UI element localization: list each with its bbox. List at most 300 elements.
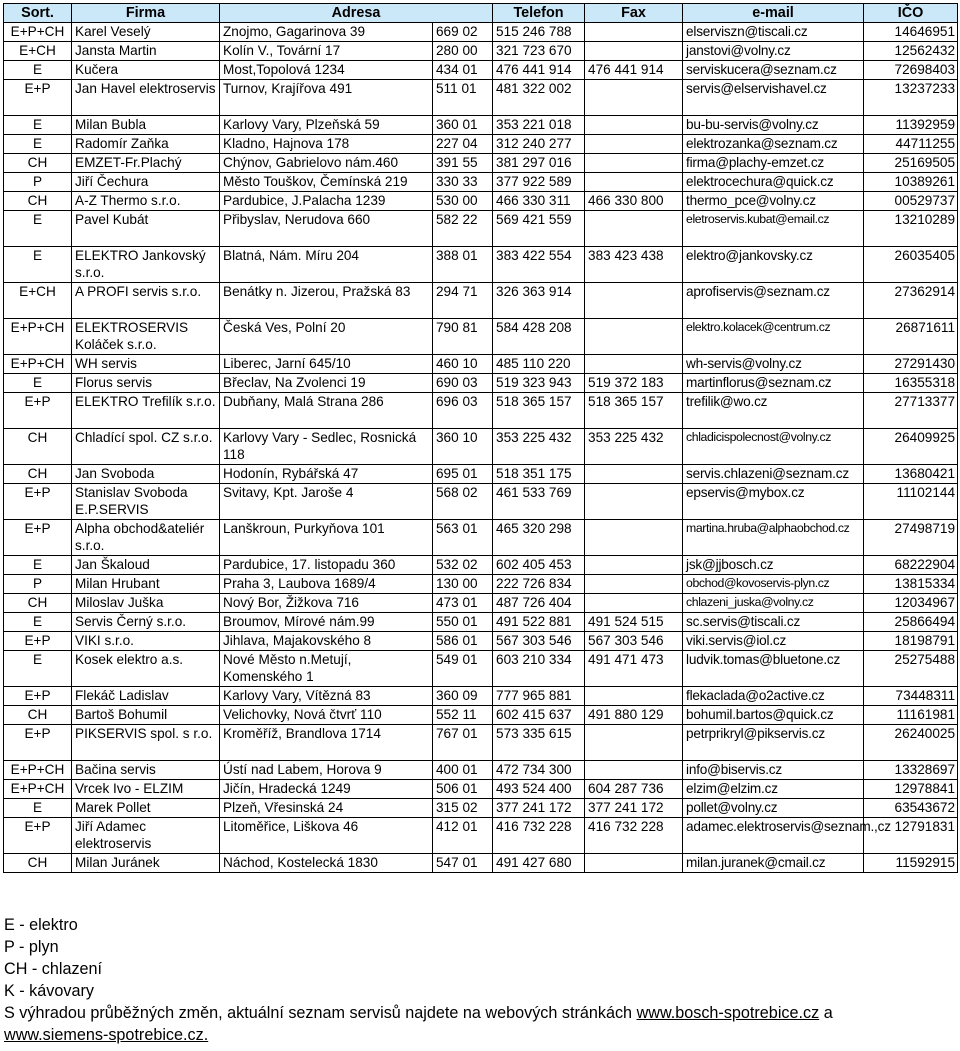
cell-telefon: 472 734 300	[493, 761, 585, 780]
cell-adresa: Náchod, Kostelecká 1830	[220, 854, 433, 873]
cell-email: trefilik@wo.cz	[683, 393, 864, 429]
cell-email: flekaclada@o2active.cz	[683, 687, 864, 706]
cell-sort: E+CH	[4, 283, 72, 319]
cell-firma: A-Z Thermo s.r.o.	[72, 192, 220, 211]
cell-email: epservis@mybox.cz	[683, 484, 864, 520]
cell-firma: Bartoš Bohumil	[72, 706, 220, 725]
cell-fax	[585, 465, 683, 484]
cell-fax	[585, 135, 683, 154]
cell-telefon: 377 241 172	[493, 799, 585, 818]
cell-adresa: Nové Město n.Metují, Komenského 1	[220, 651, 433, 687]
cell-psc: 400 01	[433, 761, 493, 780]
cell-sort: E	[4, 116, 72, 135]
cell-email: servis.chlazeni@seznam.cz	[683, 465, 864, 484]
cell-ico: 12791831	[864, 818, 958, 854]
cell-adresa: Pardubice, J.Palacha 1239	[220, 192, 433, 211]
cell-telefon: 515 246 788	[493, 23, 585, 42]
cell-firma: Radomír Zaňka	[72, 135, 220, 154]
header-email: e-mail	[683, 4, 864, 23]
cell-adresa: Liberec, Jarní 645/10	[220, 355, 433, 374]
cell-fax	[585, 42, 683, 61]
table-row	[4, 818, 958, 854]
cell-adresa: Ústí nad Labem, Horova 9	[220, 761, 433, 780]
cell-email: martinflorus@seznam.cz	[683, 374, 864, 393]
cell-ico: 63543672	[864, 799, 958, 818]
cell-email: elserviszn@tiscali.cz	[683, 23, 864, 42]
cell-ico: 11592915	[864, 854, 958, 873]
cell-adresa: Praha 3, Laubova 1689/4	[220, 575, 433, 594]
cell-psc: 549 01	[433, 651, 493, 687]
cell-psc: 360 01	[433, 116, 493, 135]
cell-firma: Jan Škaloud	[72, 556, 220, 575]
cell-psc: 669 02	[433, 23, 493, 42]
cell-fax	[585, 80, 683, 116]
cell-firma: Karel Veselý	[72, 23, 220, 42]
cell-ico: 68222904	[864, 556, 958, 575]
service-table	[3, 3, 958, 873]
cell-email: petrprikryl@pikservis.cz	[683, 725, 864, 761]
cell-ico: 27362914	[864, 283, 958, 319]
table-row	[4, 594, 958, 613]
cell-firma: Jan Svoboda	[72, 465, 220, 484]
cell-psc: 473 01	[433, 594, 493, 613]
cell-sort: E	[4, 247, 72, 283]
cell-ico: 11161981	[864, 706, 958, 725]
cell-email: adamec.elektroservis@seznam.,cz	[683, 818, 864, 854]
cell-firma: Pavel Kubát	[72, 211, 220, 247]
cell-sort: E	[4, 61, 72, 80]
cell-fax	[585, 484, 683, 520]
cell-sort: CH	[4, 854, 72, 873]
cell-psc: 360 10	[433, 429, 493, 465]
table-row	[4, 23, 958, 42]
cell-psc: 530 00	[433, 192, 493, 211]
cell-sort: E+P	[4, 484, 72, 520]
cell-telefon: 312 240 277	[493, 135, 585, 154]
cell-telefon: 518 365 157	[493, 393, 585, 429]
cell-email: pollet@volny.cz	[683, 799, 864, 818]
cell-adresa: Dubňany, Malá Strana 286	[220, 393, 433, 429]
table-row	[4, 465, 958, 484]
table-row	[4, 247, 958, 283]
note-text: S výhradou průběžných změn, aktuální seznam servisů najdete na webových stránkách	[4, 1004, 637, 1022]
cell-email: bohumil.bartos@quick.cz	[683, 706, 864, 725]
cell-firma: Chladící spol. CZ s.r.o.	[72, 429, 220, 465]
cell-firma: Servis Černý s.r.o.	[72, 613, 220, 632]
cell-psc: 360 09	[433, 687, 493, 706]
cell-telefon: 487 726 404	[493, 594, 585, 613]
cell-adresa: Jičín, Hradecká 1249	[220, 780, 433, 799]
header-sort: Sort.	[4, 4, 72, 23]
cell-fax: 466 330 800	[585, 192, 683, 211]
cell-ico: 13328697	[864, 761, 958, 780]
cell-ico: 44711255	[864, 135, 958, 154]
cell-telefon: 481 322 002	[493, 80, 585, 116]
cell-sort: E+P	[4, 632, 72, 651]
table-row	[4, 154, 958, 173]
cell-email: aprofiservis@seznam.cz	[683, 283, 864, 319]
cell-psc: 227 04	[433, 135, 493, 154]
cell-firma: Jiří Adamec elektroservis	[72, 818, 220, 854]
cell-ico: 73448311	[864, 687, 958, 706]
cell-psc: 568 02	[433, 484, 493, 520]
table-row	[4, 556, 958, 575]
legend-note-2	[4, 1024, 958, 1046]
cell-telefon: 222 726 834	[493, 575, 585, 594]
cell-fax	[585, 687, 683, 706]
table-row	[4, 613, 958, 632]
cell-sort: P	[4, 173, 72, 192]
cell-adresa: Broumov, Mírové nám.99	[220, 613, 433, 632]
table-row	[4, 393, 958, 429]
legend-kavovary: K - kávovary	[4, 982, 94, 1000]
header-fax: Fax	[585, 4, 683, 23]
cell-sort: E+P	[4, 520, 72, 556]
cell-ico: 25169505	[864, 154, 958, 173]
table-row	[4, 135, 958, 154]
cell-firma: Marek Pollet	[72, 799, 220, 818]
cell-fax	[585, 854, 683, 873]
cell-fax: 519 372 183	[585, 374, 683, 393]
cell-ico: 00529737	[864, 192, 958, 211]
cell-fax	[585, 556, 683, 575]
legend-plyn: P - plyn	[4, 938, 59, 956]
cell-ico: 13210289	[864, 211, 958, 247]
table-body	[4, 23, 958, 873]
cell-email: janstovi@volny.cz	[683, 42, 864, 61]
cell-adresa: Turnov, Krajířova 491	[220, 80, 433, 116]
cell-adresa: Karlovy Vary - Sedlec, Rosnická 118	[220, 429, 433, 465]
table-row	[4, 651, 958, 687]
cell-email: bu-bu-servis@volny.cz	[683, 116, 864, 135]
cell-firma: Alpha obchod&ateliér s.r.o.	[72, 520, 220, 556]
cell-email: obchod@kovoservis-plyn.cz	[683, 575, 864, 594]
cell-adresa: Karlovy Vary, Vítězná 83	[220, 687, 433, 706]
cell-firma: Flekáč Ladislav	[72, 687, 220, 706]
cell-psc: 460 10	[433, 355, 493, 374]
cell-telefon: 567 303 546	[493, 632, 585, 651]
cell-psc: 547 01	[433, 854, 493, 873]
cell-psc: 550 01	[433, 613, 493, 632]
cell-fax: 491 524 515	[585, 613, 683, 632]
cell-telefon: 491 427 680	[493, 854, 585, 873]
cell-sort: E	[4, 211, 72, 247]
cell-fax	[585, 173, 683, 192]
cell-adresa: Kladno, Hajnova 178	[220, 135, 433, 154]
cell-sort: E	[4, 799, 72, 818]
cell-fax	[585, 211, 683, 247]
cell-fax	[585, 594, 683, 613]
table-header	[4, 4, 958, 23]
cell-firma: WH servis	[72, 355, 220, 374]
cell-firma: Milan Bubla	[72, 116, 220, 135]
cell-fax	[585, 116, 683, 135]
cell-sort: E+P	[4, 393, 72, 429]
cell-psc: 391 55	[433, 154, 493, 173]
cell-email: wh-servis@volny.cz	[683, 355, 864, 374]
cell-psc: 434 01	[433, 61, 493, 80]
cell-email: info@biservis.cz	[683, 761, 864, 780]
cell-ico: 72698403	[864, 61, 958, 80]
cell-firma: Vrcek Ivo - ELZIM	[72, 780, 220, 799]
table-row	[4, 61, 958, 80]
cell-fax: 353 225 432	[585, 429, 683, 465]
cell-firma: ELEKTRO Jankovský s.r.o.	[72, 247, 220, 283]
cell-fax	[585, 761, 683, 780]
cell-ico: 26035405	[864, 247, 958, 283]
cell-sort: E	[4, 374, 72, 393]
cell-sort: E+P+CH	[4, 780, 72, 799]
cell-psc: 695 01	[433, 465, 493, 484]
cell-firma: Jiří Čechura	[72, 173, 220, 192]
cell-psc: 330 33	[433, 173, 493, 192]
cell-ico: 25275488	[864, 651, 958, 687]
cell-psc: 315 02	[433, 799, 493, 818]
cell-email: chlazeni_juska@volny.cz	[683, 594, 864, 613]
cell-email: jsk@jjbosch.cz	[683, 556, 864, 575]
cell-firma: Miloslav Juška	[72, 594, 220, 613]
cell-ico: 11102144	[864, 484, 958, 520]
cell-telefon: 476 441 914	[493, 61, 585, 80]
cell-adresa: Karlovy Vary, Plzeňská 59	[220, 116, 433, 135]
cell-adresa: Svitavy, Kpt. Jaroše 4	[220, 484, 433, 520]
cell-ico: 27291430	[864, 355, 958, 374]
cell-sort: E+P+CH	[4, 355, 72, 374]
legend-elektro: E - elektro	[4, 916, 78, 934]
cell-telefon: 603 210 334	[493, 651, 585, 687]
cell-telefon: 493 524 400	[493, 780, 585, 799]
cell-adresa: Most,Topolová 1234	[220, 61, 433, 80]
cell-sort: CH	[4, 192, 72, 211]
cell-adresa: Hodonín, Rybářská 47	[220, 465, 433, 484]
cell-telefon: 416 732 228	[493, 818, 585, 854]
table-row	[4, 854, 958, 873]
cell-firma: ELEKTROSERVIS Koláček s.r.o.	[72, 319, 220, 355]
cell-email: eletroservis.kubat@email.cz	[683, 211, 864, 247]
table-row	[4, 725, 958, 761]
cell-adresa: Znojmo, Gagarinova 39	[220, 23, 433, 42]
cell-email: serviskucera@seznam.cz	[683, 61, 864, 80]
table-row	[4, 687, 958, 706]
cell-firma: PIKSERVIS spol. s r.o.	[72, 725, 220, 761]
cell-adresa: Litoměřice, Liškova 46	[220, 818, 433, 854]
cell-ico: 14646951	[864, 23, 958, 42]
cell-firma: ELEKTRO Trefilík s.r.o.	[72, 393, 220, 429]
cell-telefon: 326 363 914	[493, 283, 585, 319]
cell-email: chladicispolecnost@volny.cz	[683, 429, 864, 465]
table-row	[4, 319, 958, 355]
cell-sort: CH	[4, 154, 72, 173]
cell-firma: VIKI s.r.o.	[72, 632, 220, 651]
header-adresa: Adresa	[220, 4, 493, 23]
cell-email: elektro.kolacek@centrum.cz	[683, 319, 864, 355]
cell-firma: Milan Juránek	[72, 854, 220, 873]
cell-telefon: 519 323 943	[493, 374, 585, 393]
cell-ico: 26240025	[864, 725, 958, 761]
table-row	[4, 799, 958, 818]
cell-adresa: Česká Ves, Polní 20	[220, 319, 433, 355]
table-row	[4, 761, 958, 780]
cell-adresa: Velichovky, Nová čtvrť 110	[220, 706, 433, 725]
cell-psc: 388 01	[433, 247, 493, 283]
header-telefon: Telefon	[493, 4, 585, 23]
cell-adresa: Kroměříž, Brandlova 1714	[220, 725, 433, 761]
table-row	[4, 116, 958, 135]
cell-telefon: 377 922 589	[493, 173, 585, 192]
cell-firma: Stanislav Svoboda E.P.SERVIS	[72, 484, 220, 520]
bosch-link[interactable]: www.bosch-spotrebice.cz	[636, 1004, 820, 1022]
cell-telefon: 584 428 208	[493, 319, 585, 355]
cell-telefon: 485 110 220	[493, 355, 585, 374]
cell-fax: 491 880 129	[585, 706, 683, 725]
table-row	[4, 429, 958, 465]
header-firma: Firma	[72, 4, 220, 23]
cell-adresa: Břeclav, Na Zvolenci 19	[220, 374, 433, 393]
cell-ico: 13815334	[864, 575, 958, 594]
header-ico: IČO	[864, 4, 958, 23]
cell-adresa: Plzeň, Vřesinská 24	[220, 799, 433, 818]
cell-ico: 12034967	[864, 594, 958, 613]
cell-ico: 13680421	[864, 465, 958, 484]
cell-adresa: Město Touškov, Čemínská 219	[220, 173, 433, 192]
cell-telefon: 381 297 016	[493, 154, 585, 173]
cell-adresa: Nový Bor, Žižkova 716	[220, 594, 433, 613]
table-row	[4, 374, 958, 393]
cell-firma: Kosek elektro a.s.	[72, 651, 220, 687]
header-row	[4, 4, 958, 23]
cell-psc: 790 81	[433, 319, 493, 355]
table-row	[4, 192, 958, 211]
cell-sort: E+P+CH	[4, 23, 72, 42]
cell-telefon: 777 965 881	[493, 687, 585, 706]
cell-fax: 377 241 172	[585, 799, 683, 818]
cell-psc: 532 02	[433, 556, 493, 575]
cell-sort: CH	[4, 594, 72, 613]
cell-sort: E+P	[4, 818, 72, 854]
cell-firma: Milan Hrubant	[72, 575, 220, 594]
cell-sort: E+P+CH	[4, 319, 72, 355]
cell-fax: 604 287 736	[585, 780, 683, 799]
cell-email: sc.servis@tiscali.cz	[683, 613, 864, 632]
cell-ico: 27713377	[864, 393, 958, 429]
cell-psc: 130 00	[433, 575, 493, 594]
cell-telefon: 321 723 670	[493, 42, 585, 61]
cell-ico: 26409925	[864, 429, 958, 465]
cell-adresa: Kolín V., Tovární 17	[220, 42, 433, 61]
cell-sort: E+P	[4, 80, 72, 116]
cell-telefon: 518 351 175	[493, 465, 585, 484]
cell-ico: 18198791	[864, 632, 958, 651]
cell-psc: 280 00	[433, 42, 493, 61]
cell-sort: E	[4, 651, 72, 687]
cell-firma: Kučera	[72, 61, 220, 80]
cell-telefon: 491 522 881	[493, 613, 585, 632]
cell-psc: 412 01	[433, 818, 493, 854]
legend	[4, 914, 958, 1046]
cell-adresa: Benátky n. Jizerou, Pražská 83	[220, 283, 433, 319]
cell-adresa: Jihlava, Majakovského 8	[220, 632, 433, 651]
cell-fax: 476 441 914	[585, 61, 683, 80]
legend-note	[4, 1002, 958, 1024]
cell-firma: Jan Havel elektroservis	[72, 80, 220, 116]
cell-sort: CH	[4, 429, 72, 465]
cell-ico: 12978841	[864, 780, 958, 799]
cell-adresa: Blatná, Nám. Míru 204	[220, 247, 433, 283]
cell-sort: E+P+CH	[4, 761, 72, 780]
cell-sort: E	[4, 135, 72, 154]
cell-psc: 294 71	[433, 283, 493, 319]
cell-fax: 518 365 157	[585, 393, 683, 429]
cell-psc: 563 01	[433, 520, 493, 556]
cell-sort: P	[4, 575, 72, 594]
cell-firma: EMZET-Fr.Plachý	[72, 154, 220, 173]
cell-adresa: Lanškroun, Purkyňova 101	[220, 520, 433, 556]
cell-ico: 27498719	[864, 520, 958, 556]
cell-fax	[585, 725, 683, 761]
cell-ico: 11392959	[864, 116, 958, 135]
cell-telefon: 466 330 311	[493, 192, 585, 211]
table-row	[4, 632, 958, 651]
cell-telefon: 383 422 554	[493, 247, 585, 283]
cell-adresa: Chýnov, Gabrielovo nám.460	[220, 154, 433, 173]
cell-fax	[585, 520, 683, 556]
cell-email: thermo_pce@volny.cz	[683, 192, 864, 211]
table-row	[4, 780, 958, 799]
cell-telefon: 602 405 453	[493, 556, 585, 575]
cell-ico: 25866494	[864, 613, 958, 632]
cell-psc: 586 01	[433, 632, 493, 651]
cell-sort: E+P	[4, 687, 72, 706]
table-row	[4, 484, 958, 520]
cell-firma: Jansta Martin	[72, 42, 220, 61]
table-row	[4, 211, 958, 247]
cell-email: firma@plachy-emzet.cz	[683, 154, 864, 173]
table-row	[4, 706, 958, 725]
table-row	[4, 173, 958, 192]
table-row	[4, 575, 958, 594]
cell-telefon: 573 335 615	[493, 725, 585, 761]
cell-fax: 383 423 438	[585, 247, 683, 283]
cell-psc: 690 03	[433, 374, 493, 393]
cell-psc: 767 01	[433, 725, 493, 761]
cell-ico: 26871611	[864, 319, 958, 355]
cell-fax	[585, 575, 683, 594]
table-row	[4, 80, 958, 116]
cell-email: milan.juranek@cmail.cz	[683, 854, 864, 873]
cell-firma: Bačina servis	[72, 761, 220, 780]
cell-telefon: 353 225 432	[493, 429, 585, 465]
siemens-link[interactable]: www.siemens-spotrebice.cz.	[4, 1026, 209, 1044]
cell-telefon: 465 320 298	[493, 520, 585, 556]
cell-fax	[585, 355, 683, 374]
cell-ico: 10389261	[864, 173, 958, 192]
cell-email: elektro@jankovsky.cz	[683, 247, 864, 283]
legend-chlazeni: CH - chlazení	[4, 960, 103, 978]
cell-fax	[585, 283, 683, 319]
cell-ico: 16355318	[864, 374, 958, 393]
cell-email: elzim@elzim.cz	[683, 780, 864, 799]
cell-telefon: 353 221 018	[493, 116, 585, 135]
cell-email: elektrocechura@quick.cz	[683, 173, 864, 192]
cell-telefon: 569 421 559	[493, 211, 585, 247]
cell-fax: 567 303 546	[585, 632, 683, 651]
cell-psc: 696 03	[433, 393, 493, 429]
cell-sort: CH	[4, 706, 72, 725]
cell-psc: 582 22	[433, 211, 493, 247]
cell-email: elektrozanka@seznam.cz	[683, 135, 864, 154]
table-row	[4, 283, 958, 319]
cell-psc: 552 11	[433, 706, 493, 725]
